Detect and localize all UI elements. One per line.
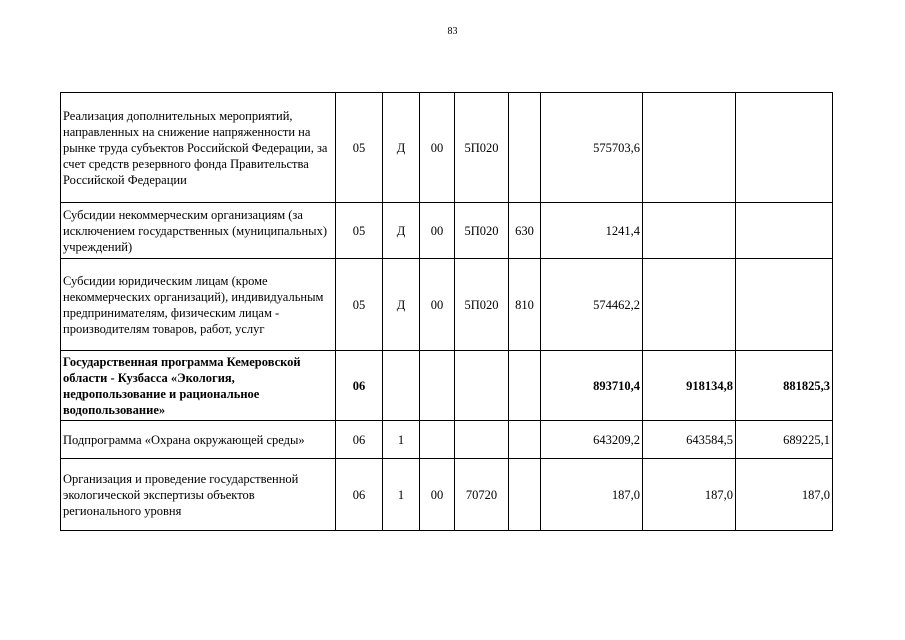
program-code: Д: [383, 203, 420, 259]
expense-type-code: [509, 351, 541, 421]
table-row: [61, 203, 833, 259]
expense-type-code: 630: [509, 203, 541, 259]
amount-year-3: 881825,3: [736, 351, 833, 421]
target-code: 5П020: [455, 93, 509, 203]
amount-year-2: [643, 93, 736, 203]
subprogram-code: 00: [420, 203, 455, 259]
row-name: Субсидии некоммерческим организациям (за исключением государственных (муниципальных) учреждений): [61, 203, 336, 259]
amount-year-1: 187,0: [541, 459, 643, 531]
amount-year-1: 574462,2: [541, 259, 643, 351]
section-code: 05: [336, 259, 383, 351]
amount-year-1: 643209,2: [541, 421, 643, 459]
amount-year-3: [736, 259, 833, 351]
program-code: 1: [383, 421, 420, 459]
amount-year-1: 1241,4: [541, 203, 643, 259]
section-code: 05: [336, 203, 383, 259]
target-code: 70720: [455, 459, 509, 531]
program-code: Д: [383, 93, 420, 203]
table-row: [61, 421, 833, 459]
table-row: [61, 259, 833, 351]
subprogram-code: [420, 351, 455, 421]
row-name: Организация и проведение государственной экологической экспертизы объектов регионального уровня: [61, 459, 336, 531]
expense-type-code: [509, 93, 541, 203]
page-number: 83: [447, 26, 458, 37]
program-code: [383, 351, 420, 421]
target-code: [455, 351, 509, 421]
target-code: 5П020: [455, 259, 509, 351]
budget-table: [60, 92, 833, 531]
target-code: 5П020: [455, 203, 509, 259]
table-row: [61, 351, 833, 421]
amount-year-3: [736, 203, 833, 259]
subprogram-code: 00: [420, 93, 455, 203]
subprogram-code: 00: [420, 459, 455, 531]
subprogram-code: [420, 421, 455, 459]
row-name: Реализация дополнительных мероприятий, направленных на снижение напряженности на рынке труда субъектов Российской Федерации, за счет средств резервного фонда Правительства Российской Федерации: [61, 93, 336, 203]
amount-year-3: 689225,1: [736, 421, 833, 459]
expense-type-code: 810: [509, 259, 541, 351]
table-row: [61, 93, 833, 203]
target-code: [455, 421, 509, 459]
amount-year-1: 575703,6: [541, 93, 643, 203]
amount-year-1: 893710,4: [541, 351, 643, 421]
section-code: 06: [336, 351, 383, 421]
amount-year-3: [736, 93, 833, 203]
amount-year-3: 187,0: [736, 459, 833, 531]
amount-year-2: [643, 259, 736, 351]
expense-type-code: [509, 459, 541, 531]
section-code: 05: [336, 93, 383, 203]
section-code: 06: [336, 459, 383, 531]
table-row: [61, 459, 833, 531]
expense-type-code: [509, 421, 541, 459]
subprogram-code: 00: [420, 259, 455, 351]
row-name: Субсидии юридическим лицам (кроме некоммерческих организаций), индивидуальным предпринимателям, физическим лицам - производителям товаров, работ, услуг: [61, 259, 336, 351]
amount-year-2: 643584,5: [643, 421, 736, 459]
amount-year-2: 918134,8: [643, 351, 736, 421]
program-code: Д: [383, 259, 420, 351]
row-name: Государственная программа Кемеровской области - Кузбасса «Экология, недропользование и рациональное водопользование»: [61, 351, 336, 421]
amount-year-2: 187,0: [643, 459, 736, 531]
section-code: 06: [336, 421, 383, 459]
amount-year-2: [643, 203, 736, 259]
row-name: Подпрограмма «Охрана окружающей среды»: [61, 421, 336, 459]
program-code: 1: [383, 459, 420, 531]
